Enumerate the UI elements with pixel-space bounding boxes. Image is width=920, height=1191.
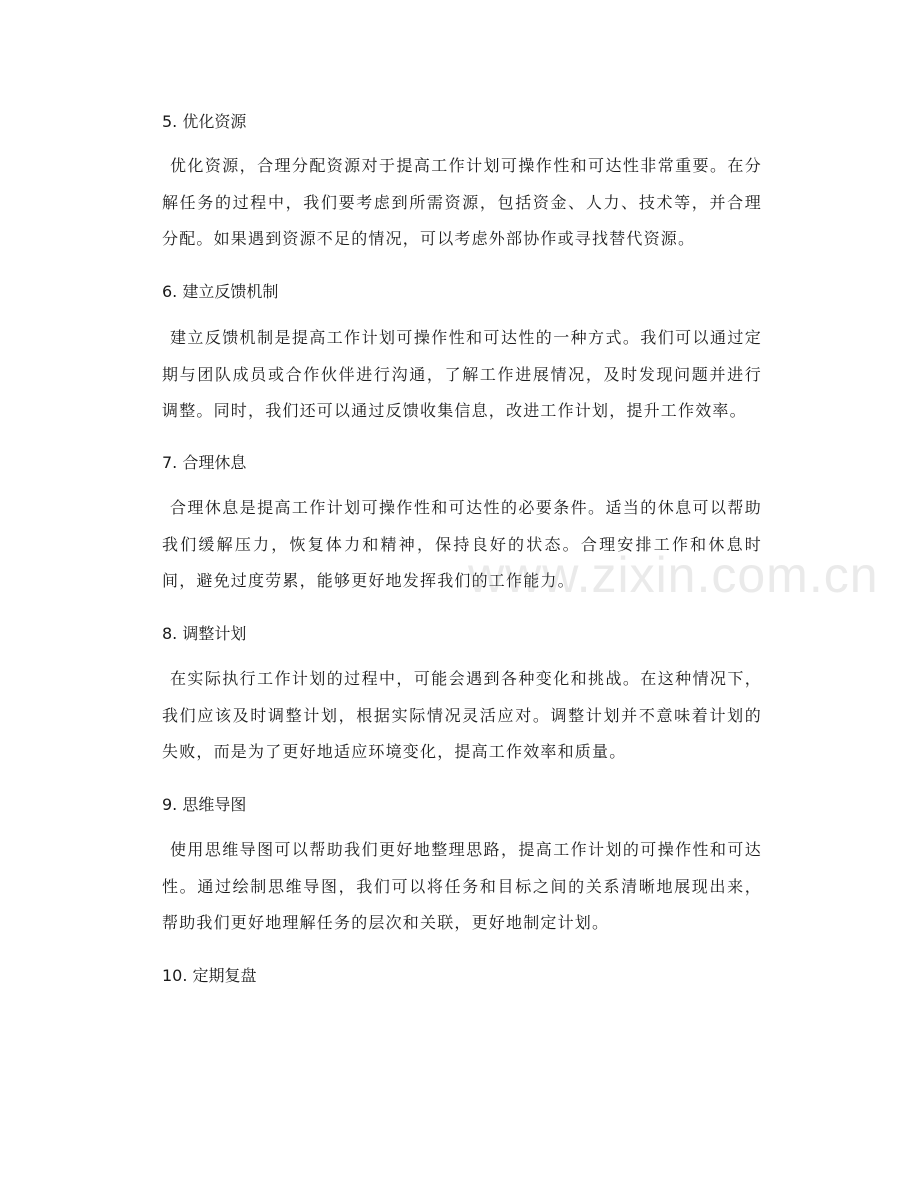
section-6-body: 建立反馈机制是提高工作计划可操作性和可达性的一种方式。我们可以通过定期与团队成员或合作伙伴进行沟通，了解工作进展情况，及时发现问题并进行调整。同时，我们还可以通过反馈收集信息，改进工作计划，提升工作效率。 — [162, 328, 762, 421]
watermark: www.zixin.com.cn — [468, 547, 879, 603]
section-9-body: 使用思维导图可以帮助我们更好地整理思路，提高工作计划的可操作性和可达性。通过绘制思维导图，我们可以将任务和目标之间的关系清晰地展现出来，帮助我们更好地理解任务的层次和关联，更好地制定计划。 — [162, 840, 762, 933]
section-6-heading: 6. 建立反馈机制 — [162, 282, 279, 301]
section-7-body: 合理休息是提高工作计划可操作性和可达性的必要条件。适当的休息可以帮助我们缓解压力，恢复体力和精神，保持良好的状态。合理安排工作和休息时间，避免过度劳累，能够更好地发挥我们的工作能力。 — [162, 498, 762, 591]
section-9-heading: 9. 思维导图 — [162, 795, 247, 814]
section-5-heading: 5. 优化资源 — [162, 112, 247, 131]
section-8-body: 在实际执行工作计划的过程中，可能会遇到各种变化和挑战。在这种情况下，我们应该及时调整计划，根据实际情况灵活应对。调整计划并不意味着计划的失败，而是为了更好地适应环境变化，提高工作效率和质量。 — [162, 669, 762, 762]
section-8-heading: 8. 调整计划 — [162, 624, 247, 643]
section-10-heading: 10. 定期复盘 — [162, 966, 257, 985]
section-5-body: 优化资源，合理分配资源对于提高工作计划可操作性和可达性非常重要。在分解任务的过程中，我们要考虑到所需资源，包括资金、人力、技术等，并合理分配。如果遇到资源不足的情况，可以考虑外部协作或寻找替代资源。 — [162, 156, 762, 249]
section-7-heading: 7. 合理休息 — [162, 453, 247, 472]
